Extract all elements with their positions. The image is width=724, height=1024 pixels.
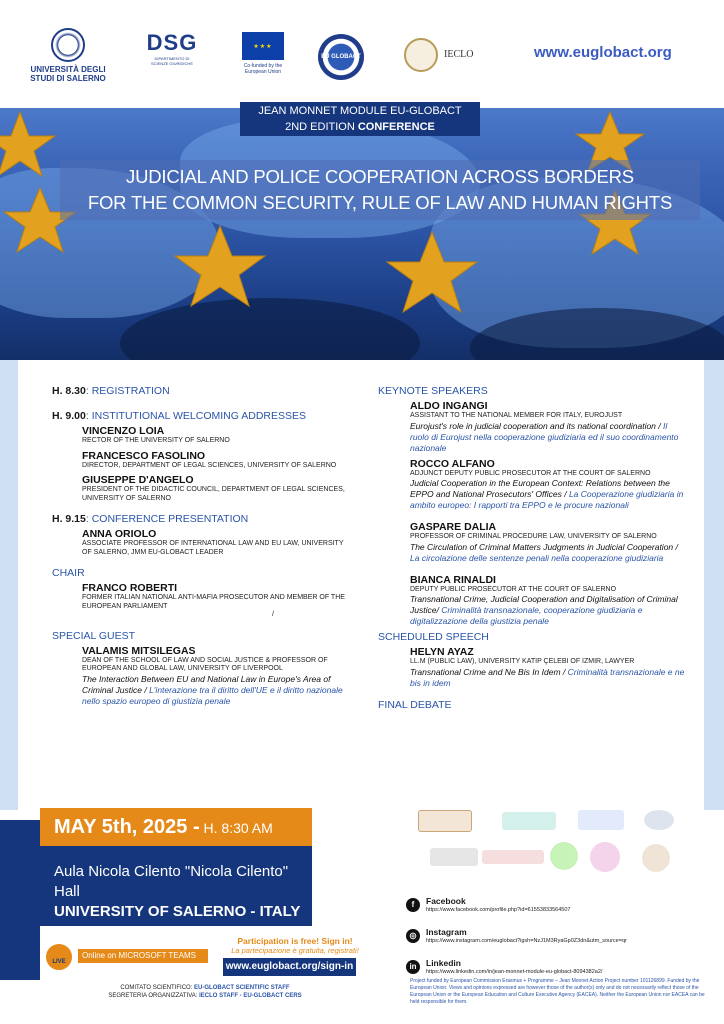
funding-disclaimer: Project funded by European Commission Erasmus + Programme – Jean Monnet Action Project number 101126899. Funded by the European Union. Views and opinions expressed are however those of the author(s) only and do not necessarily reflect those of the European Union or the European Education and Culture Executive Agency (EACEA). Neither the European Union nor EACEA can be held responsible for them. [410, 978, 705, 1005]
footer-blue-band [0, 820, 40, 980]
eu-globact-logo-text: EU GLOBACT [321, 54, 361, 60]
participation-free-italian: La partecipazione è gratuita, registrati! [231, 946, 359, 955]
facebook-icon: f [406, 898, 420, 912]
dsg-logo-mark: DSG [146, 30, 198, 55]
scheduled-speech-heading: SCHEDULED SPEECH [378, 631, 489, 643]
instagram-icon: ◎ [406, 929, 420, 943]
hero-banner [0, 108, 724, 360]
conference-series-box [240, 102, 480, 136]
partner-logo [590, 842, 620, 872]
teams-online-label: Online on MICROSOFT TEAMS [78, 949, 208, 963]
event-time: H. 8:30 AM [199, 820, 273, 836]
university-logo-text: UNIVERSITÀ DEGLI STUDI DI SALERNO [30, 65, 106, 83]
partner-logo [550, 842, 578, 870]
eu-flag-icon: ★★★ [242, 32, 284, 60]
keynote-heading: KEYNOTE SPEAKERS [378, 385, 488, 397]
ieclo-logo [404, 38, 473, 72]
ieclo-logo-text: IECLO [444, 49, 474, 60]
welcome-heading: H. 9.00: INSTITUTIONAL WELCOMING ADDRESSES [52, 410, 307, 422]
speaker-block: HELYN AYAZ LL.M (PUBLIC LAW), UNIVERSITY KATIP ÇELEBI OF IZMIR, LAWYER Transnational Crime and Ne Bis In Idem / Criminalità transnazionale e ne bis in idem [410, 646, 685, 688]
right-side-bar [704, 360, 724, 810]
star-icon [387, 232, 477, 312]
venue-hall: Aula Nicola Cilento "Nicola Cilento" Hall [54, 863, 289, 900]
participation-free-text: Participation is free! Sign in! [237, 936, 353, 946]
event-date-box [40, 808, 312, 846]
partner-logo [430, 848, 478, 866]
star-icon [175, 226, 265, 306]
partner-logo [502, 812, 556, 830]
chair-separator: / [272, 611, 274, 618]
header [0, 0, 724, 112]
venue-university: UNIVERSITY OF SALERNO - ITALY [54, 903, 301, 920]
dsg-logo-text: DIPARTIMENTO DI SCIENZE GIURIDICHE [150, 56, 193, 66]
conference-title [60, 164, 700, 216]
speaker-block: FRANCO ROBERTI FORMER ITALIAN NATIONAL ANTI-MAFIA PROSECUTOR AND MEMBER OF THE EUROPEAN PARLIAMENT / [82, 582, 350, 620]
social-facebook[interactable]: f Facebook https://www.facebook.com/profile.php?id=61553833564507 [406, 896, 706, 918]
venue-box [40, 846, 312, 926]
partner-logo [418, 810, 472, 832]
chair-heading: CHAIR [52, 567, 85, 579]
eu-globact-logo [318, 34, 364, 80]
special-guest-heading: SPECIAL GUEST [52, 629, 136, 642]
partner-logos [410, 806, 710, 886]
eu-cofunded-logo [234, 32, 292, 75]
social-instagram[interactable]: ◎ Instagram https://www.instagram.com/euglobact?igsh=NzJ1M3RyaGp0Z3dn&utm_source=qr [406, 927, 706, 949]
left-side-bar [0, 360, 18, 810]
title-line-1: JUDICIAL AND POLICE COOPERATION ACROSS BORDERS [126, 166, 634, 187]
ieclo-seal-icon [404, 38, 438, 72]
speaker-block: VINCENZO LOIA RECTOR OF THE UNIVERSITY OF SALERNO FRANCESCO FASOLINO DIRECTOR, DEPARTMENT OF LEGAL SCIENCES, UNIVERSITY OF SALERNO GIUSEPPE D'ANGELO PRESIDENT OF THE DIDACTIC COUNCIL, DEPARTMENT OF LEGAL SCIENCES, UNIVERSITY OF SALERNO [82, 425, 345, 502]
university-seal-icon [51, 28, 85, 62]
series-line-2: 2ND EDITION CONFERENCE [285, 121, 435, 133]
registration-item: H. 8.30: REGISTRATION [52, 385, 170, 397]
partner-logo [482, 850, 544, 864]
eu-logo-text: Co-funded by the European Union [243, 63, 283, 75]
social-linkedin[interactable]: in Linkedin https://www.linkedin.com/in/jean-monnet-module-eu-globact-8094382a2/ [406, 958, 706, 980]
presentation-heading: H. 9.15: CONFERENCE PRESENTATION [52, 513, 249, 525]
speaker-block: VALAMIS MITSILEGAS DEAN OF THE SCHOOL OF LAW AND SOCIAL JUSTICE & PROFESSOR OF EUROPEAN AND GLOBAL LAW, UNIVERSITY OF LIVERPOOL The Interaction Between EU and National Law in Europe's Area of Criminal Justice / L'interazione tra il diritto dell'UE e il diritto nazionale nello spazio europeo di giustizia penale [82, 644, 343, 706]
partner-logo [578, 810, 624, 830]
social-links [406, 896, 706, 989]
eu-stars-graphic [0, 108, 724, 360]
final-debate-heading: FINAL DEBATE [378, 698, 452, 711]
speaker-block: ALDO INGANGI ASSISTANT TO THE NATIONAL MEMBER FOR ITALY, EUROJUST Eurojust's role in judicial cooperation and its national coordination / Il ruolo di Eurojust nella cooperazione giudiziaria ed il suo coordinamento nazionale ROCCO ALFANO ADJUNCT DEPUTY PUBLIC PROSECUTOR AT THE COURT OF SALERNO Judicial Cooperation in the European Context: Relations between the EPPO and National Prosecutors' Offices / La Cooperazione giudiziaria in ambito europeo: I rapporti tra EPPO e le procure nazionali GASPARE DALIA PROFESSOR OF CRIMINAL PROCEDURE LAW, UNIVERSITY OF SALERNO The Circulation of Criminal Matters Judgments in Judicial Cooperation / La circolazione delle sentenze penali nella cooperazione giudiziaria BIANCA RINALDI DEPUTY PUBLIC PROSECUTOR AT THE COURT OF SALERNO Transnational Crime, Judicial Cooperation and Digitalisation of Criminal Justice/ Criminalità transnazionale, cooperazione giudiziaria e digitalizzazione della giustizia penale [410, 400, 684, 626]
program-right-column [378, 385, 688, 714]
linkedin-icon: in [406, 960, 420, 974]
title-line-2: FOR THE COMMON SECURITY, RULE OF LAW AND HUMAN RIGHTS [87, 192, 673, 213]
program-left-column [52, 385, 350, 707]
signin-link[interactable]: www.euglobact.org/sign-in [223, 958, 356, 976]
live-broadcast-icon: LIVE [44, 942, 74, 972]
speaker-block: ANNA ORIOLO ASSOCIATE PROFESSOR OF INTERNATIONAL LAW AND EU LAW, UNIVERSITY OF SALERNO, JMM EU-GLOBACT LEADER [82, 528, 344, 556]
partner-logo [644, 810, 674, 830]
dsg-logo [146, 30, 198, 78]
organizing-committee: COMITATO SCIENTIFICO: EU-GLOBACT SCIENTIFIC STAFF SEGRETERIA ORGANIZZATIVA: IECLO STAFF - EU-GLOBACT CERS [108, 985, 302, 999]
event-date: MAY 5th, 2025 - [54, 816, 200, 838]
partner-logo [642, 844, 670, 872]
website-link[interactable]: www.euglobact.org [534, 44, 672, 61]
series-line-1: JEAN MONNET MODULE EU-GLOBACT [258, 105, 462, 117]
star-icon [0, 112, 55, 176]
university-of-salerno-logo [28, 28, 108, 83]
